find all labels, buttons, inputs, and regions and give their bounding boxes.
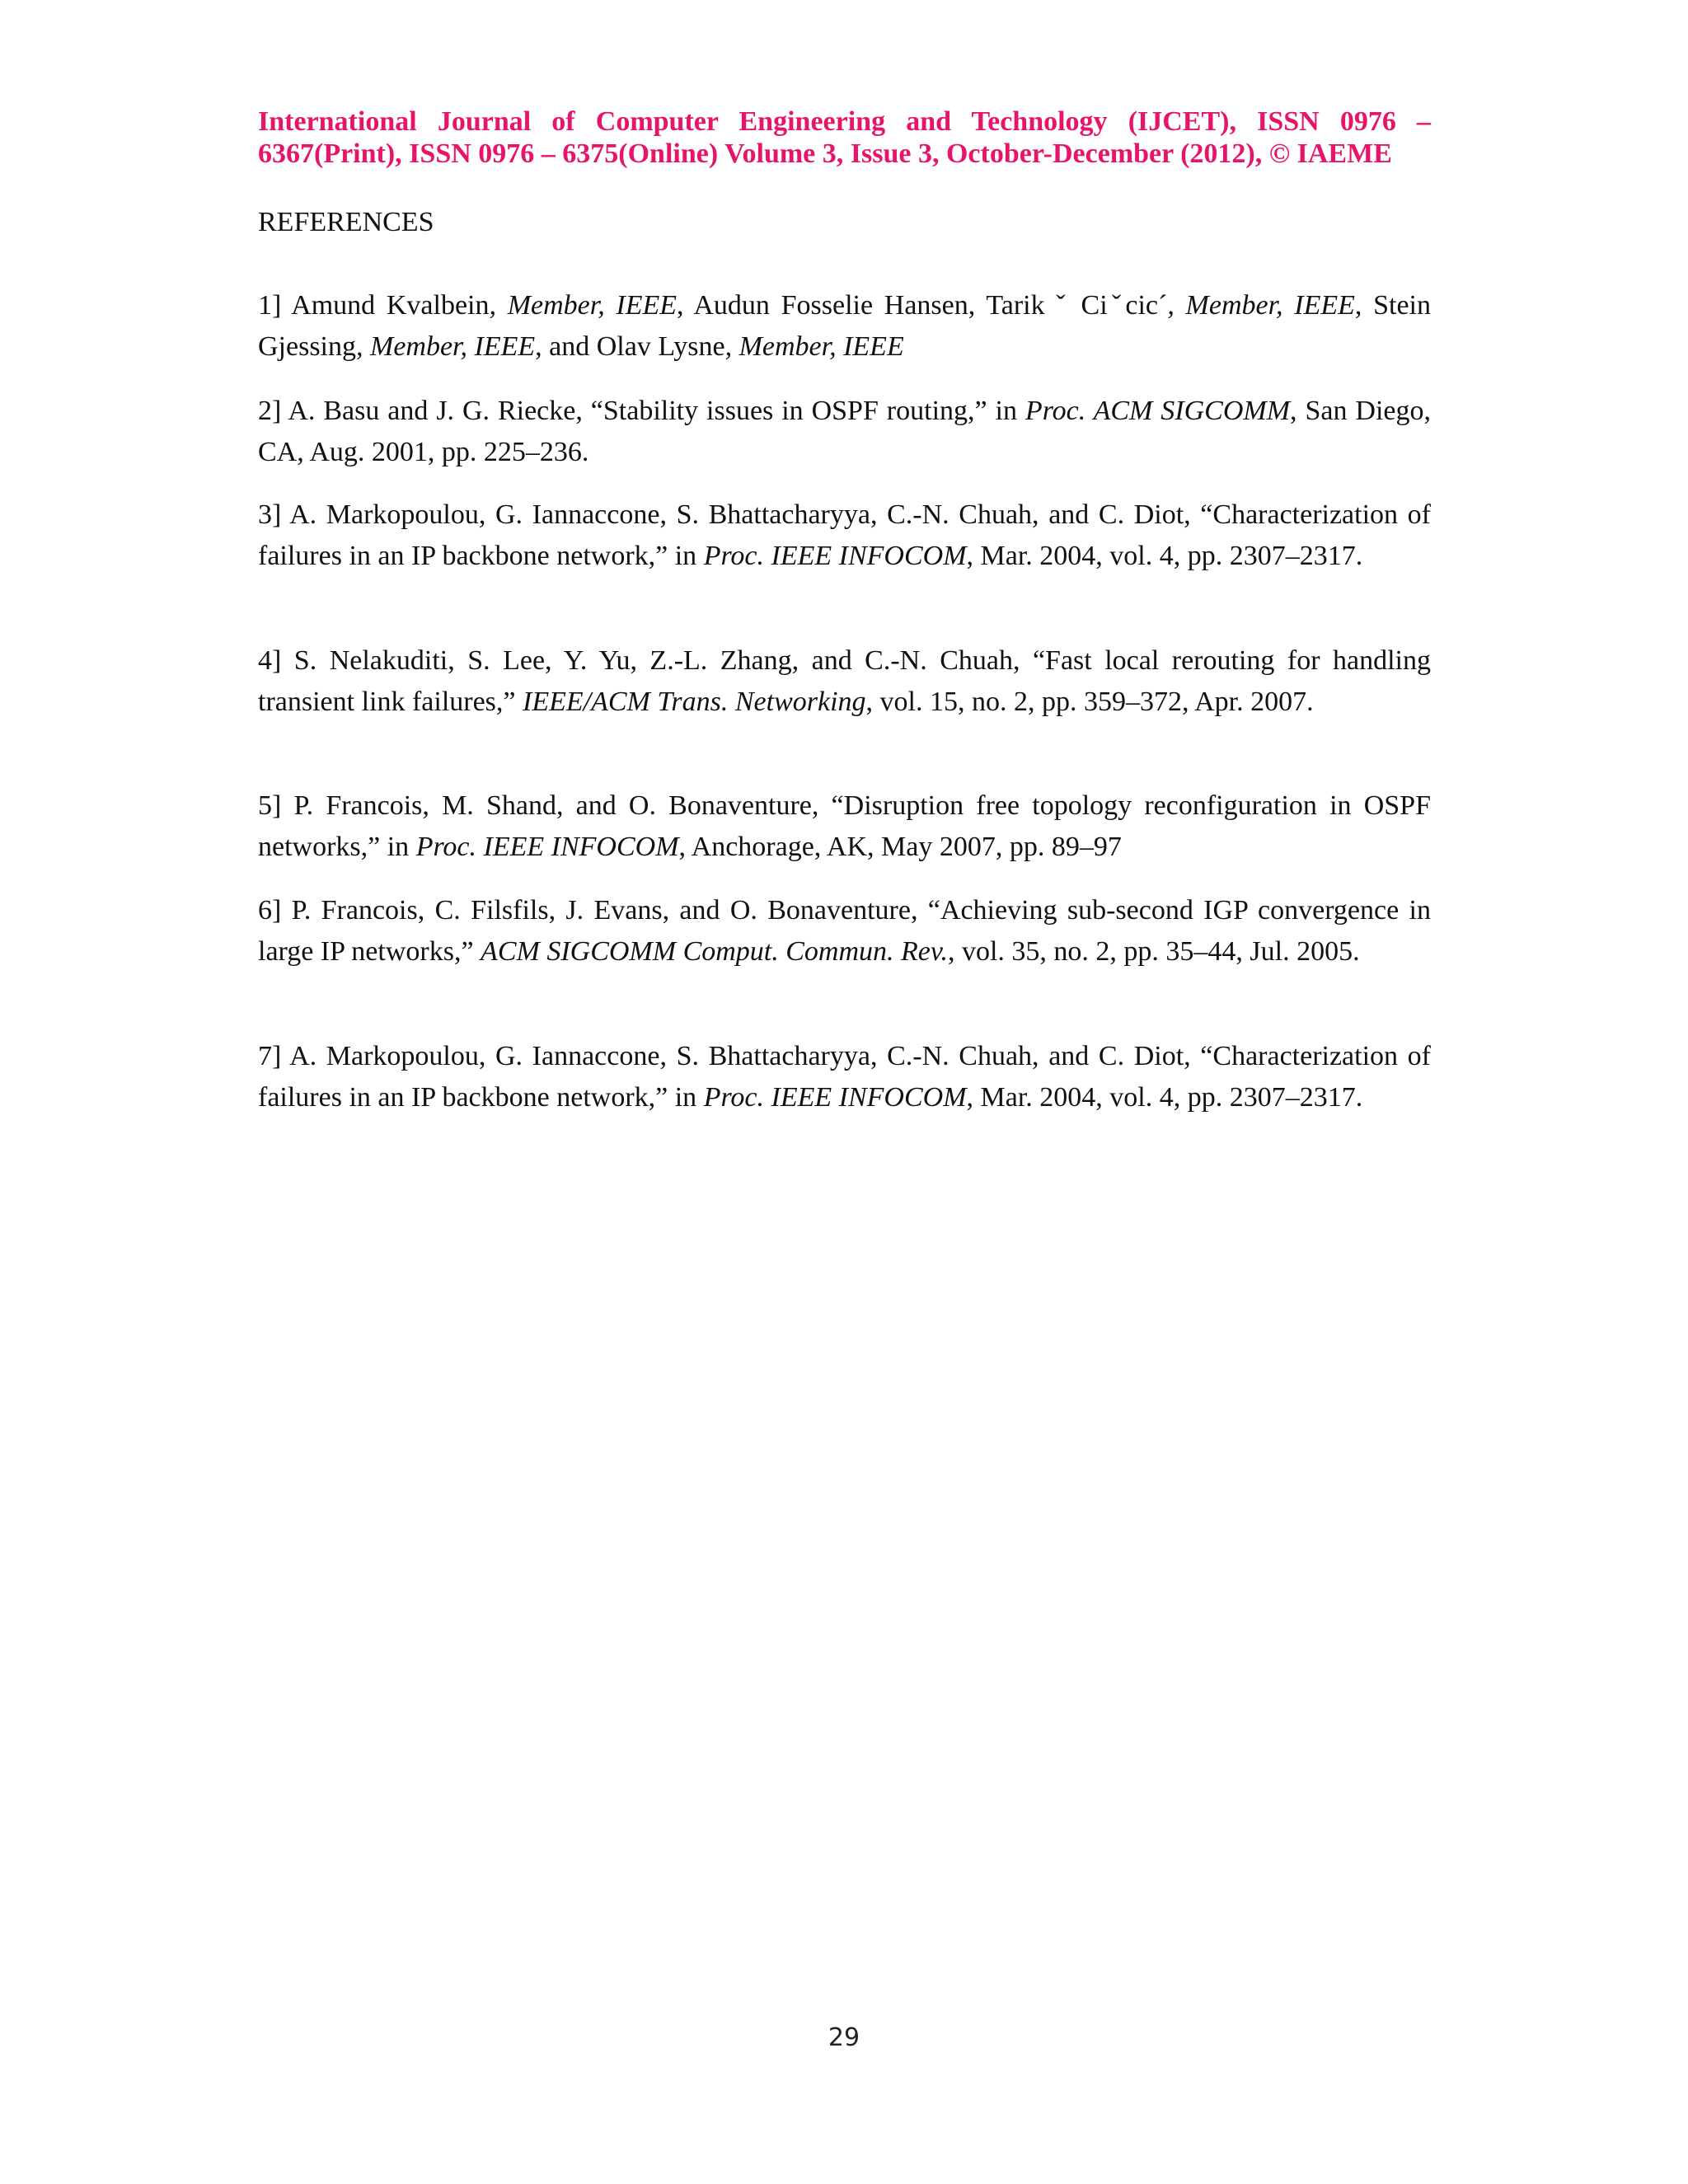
reference-item [258,785,1431,868]
reference-item [258,640,1431,723]
reference-text-segment: , Anchorage, AK, May 2007, pp. 89–97 [678,832,1122,862]
page-number: 29 [828,2023,860,2052]
reference-text-segment: , vol. 35, no. 2, pp. 35–44, Jul. 2005. [947,936,1360,967]
page-content [258,105,1431,1113]
reference-item [258,285,1431,368]
reference-italic-segment: Proc. ACM SIGCOMM [1025,396,1291,426]
reference-item [258,890,1431,972]
reference-italic-segment: Proc. IEEE INFOCOM [415,832,679,862]
reference-item [258,391,1431,473]
journal-header: International Journal of Computer Engineering and Technology (IJCET), ISSN 0976 – 6367(Print), ISSN 0976 – 6375(Online) Volume 3, Issue 3, October-December (2012), © IAEME [258,106,1431,169]
reference-italic-segment: IEEE/ACM Trans. Networking [523,687,866,717]
references-heading: REFERENCES [258,207,434,237]
reference-text-segment: , San Diego, CA, Aug. 2001, pp. 225–236. [258,396,1431,467]
reference-italic-segment: ACM SIGCOMM Comput. Commun. Rev. [481,936,948,967]
reference-italic-segment: , Member, IEEE [724,331,904,362]
reference-text-segment: , Mar. 2004, vol. 4, pp. 2307–2317. [966,1082,1363,1113]
reference-text-segment: , and Olav Lysne [535,331,725,362]
reference-text-segment: , vol. 15, no. 2, pp. 359–372, Apr. 2007. [865,687,1314,717]
reference-italic-segment: Proc. IEEE INFOCOM [703,541,967,571]
reference-text-segment: 5] P. Francois, M. Shand, and O. Bonaventure, “Disruption free topology reconfiguration in OSPF networks,” in [258,790,1431,862]
reference-text-segment: , Stein Gjessing [258,290,1431,362]
reference-italic-segment: , Member, IEEE [489,290,678,321]
reference-item [258,494,1431,577]
reference-text-segment: 7] A. Markopoulou, G. Iannaccone, S. Bhattacharyya, C.-N. Chuah, and C. Diot, “Characterization of failures in an IP backbone network,” in [258,1041,1431,1113]
reference-italic-segment: Proc. IEEE INFOCOM [703,1082,967,1113]
reference-italic-segment: , Member, IEEE [1167,290,1355,321]
reference-text-segment: 1] Amund Kvalbein [258,290,490,321]
reference-text-segment: 6] P. Francois, C. Filsfils, J. Evans, and O. Bonaventure, “Achieving sub-second IGP convergence in large IP networks,” [258,895,1431,967]
reference-text-segment: 4] S. Nelakuditi, S. Lee, Y. Yu, Z.-L. Zhang, and C.-N. Chuah, “Fast local rerouting for handling transient link failures,” [258,645,1431,717]
reference-item [258,1036,1431,1118]
reference-text-segment: , Audun Fosselie Hansen, Tarik ˇ Ciˇcic´ [677,290,1168,321]
reference-text-segment: 2] A. Basu and J. G. Riecke, “Stability issues in OSPF routing,” in [258,396,1025,426]
reference-text-segment: , Mar. 2004, vol. 4, pp. 2307–2317. [966,541,1363,571]
reference-text-segment: 3] A. Markopoulou, G. Iannaccone, S. Bhattacharyya, C.-N. Chuah, and C. Diot, “Characterization of failures in an IP backbone network,” in [258,499,1431,571]
reference-italic-segment: , Member, IEEE [356,331,536,362]
